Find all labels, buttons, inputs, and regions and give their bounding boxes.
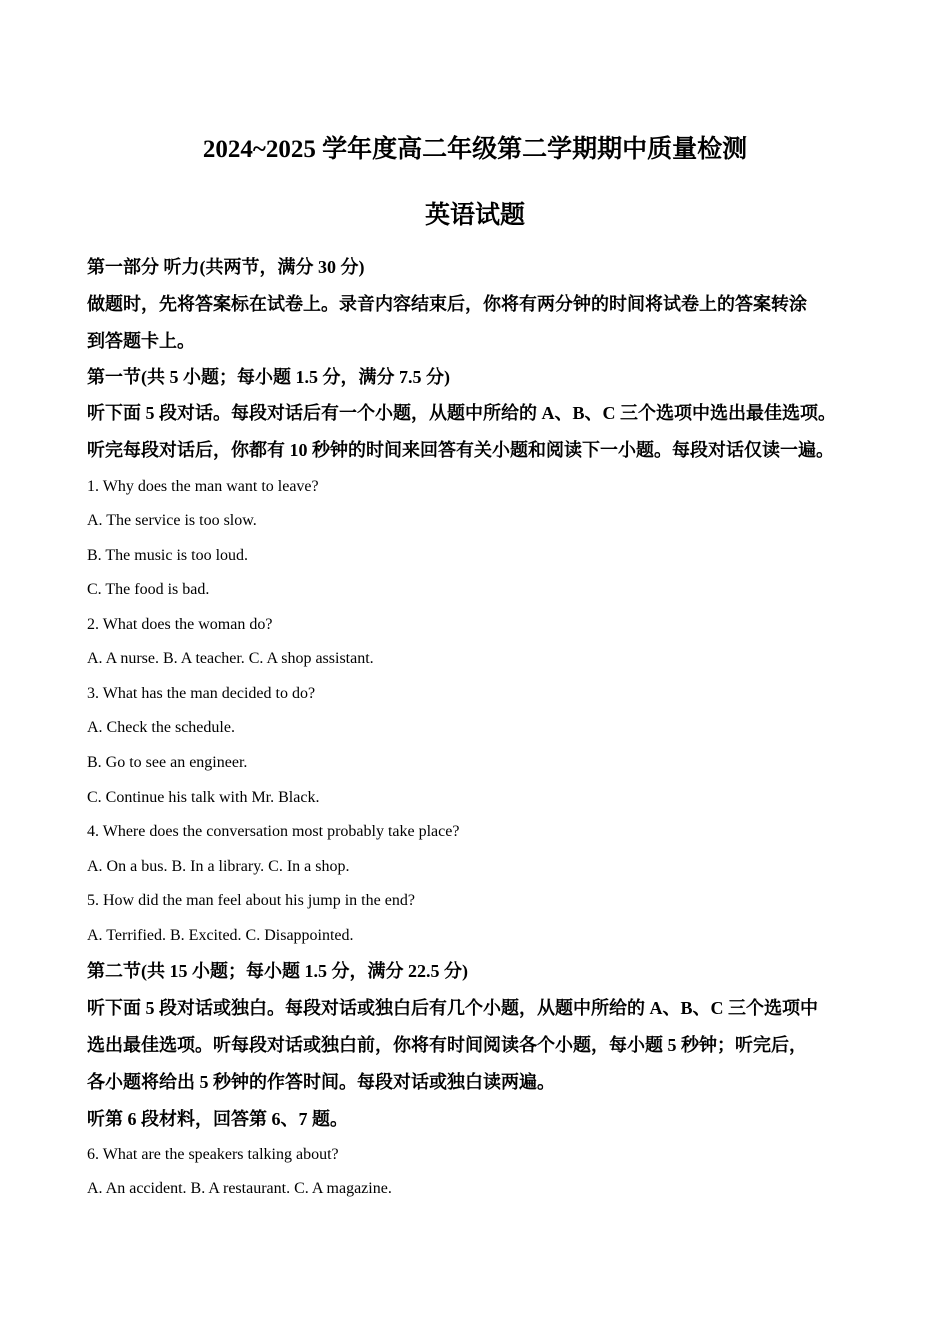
question-1-stem: 1. Why does the man want to leave? <box>87 478 319 495</box>
part1-instruction-line2: 到答题卡上。 <box>87 331 195 351</box>
question-1-option-b: B. The music is too loud. <box>87 547 249 564</box>
section2-instruction-line2: 选出最佳选项。听每段对话或独白前，你将有时间阅读各个小题，每小题 5 秒钟；听完后， <box>87 1035 807 1055</box>
question-3-option-c: C. Continue his talk with Mr. Black. <box>87 789 320 806</box>
question-6-stem: 6. What are the speakers talking about? <box>87 1146 339 1163</box>
question-6-options: A. An accident. B. A restaurant. C. A magazine. <box>87 1180 392 1197</box>
question-3-option-b: B. Go to see an engineer. <box>87 754 248 771</box>
question-1-option-c: C. The food is bad. <box>87 581 210 598</box>
material-6-heading: 听第 6 段材料，回答第 6、7 题。 <box>87 1109 348 1129</box>
question-2-stem: 2. What does the woman do? <box>87 616 273 633</box>
question-5-options: A. Terrified. B. Excited. C. Disappointed. <box>87 927 354 944</box>
question-3-stem: 3. What has the man decided to do? <box>87 685 316 702</box>
exam-subject: 英语试题 <box>424 202 525 229</box>
section1-instruction-line2: 听完每段对话后，你都有 10 秒钟的时间来回答有关小题和阅读下一小题。每段对话仅读一遍。 <box>87 440 834 460</box>
question-5-stem: 5. How did the man feel about his jump in the end? <box>87 892 415 909</box>
question-4-options: A. On a bus. B. In a library. C. In a shop. <box>87 858 350 875</box>
section1-heading: 第一节(共 5 小题；每小题 1.5 分，满分 7.5 分) <box>87 367 450 387</box>
part1-instruction-line1: 做题时，先将答案标在试卷上。录音内容结束后，你将有两分钟的时间将试卷上的答案转涂 <box>87 294 807 314</box>
section1-instruction-line1: 听下面 5 段对话。每段对话后有一个小题，从题中所给的 A、B、C 三个选项中选出最佳选项。 <box>87 403 836 423</box>
question-4-stem: 4. Where does the conversation most probably take place? <box>87 823 460 840</box>
exam-title: 2024~2025 学年度高二年级第二学期期中质量检测 <box>202 136 748 163</box>
question-2-options: A. A nurse. B. A teacher. C. A shop assistant. <box>87 650 374 667</box>
section2-heading: 第二节(共 15 小题；每小题 1.5 分，满分 22.5 分) <box>87 961 468 981</box>
part1-heading: 第一部分 听力(共两节，满分 30 分) <box>87 257 365 277</box>
section2-instruction-line3: 各小题将给出 5 秒钟的作答时间。每段对话或独白读两遍。 <box>87 1072 555 1092</box>
question-1-option-a: A. The service is too slow. <box>87 512 257 529</box>
section2-instruction-line1: 听下面 5 段对话或独白。每段对话或独白后有几个小题，从题中所给的 A、B、C 三个选项中 <box>87 998 818 1018</box>
question-3-option-a: A. Check the schedule. <box>87 719 235 736</box>
